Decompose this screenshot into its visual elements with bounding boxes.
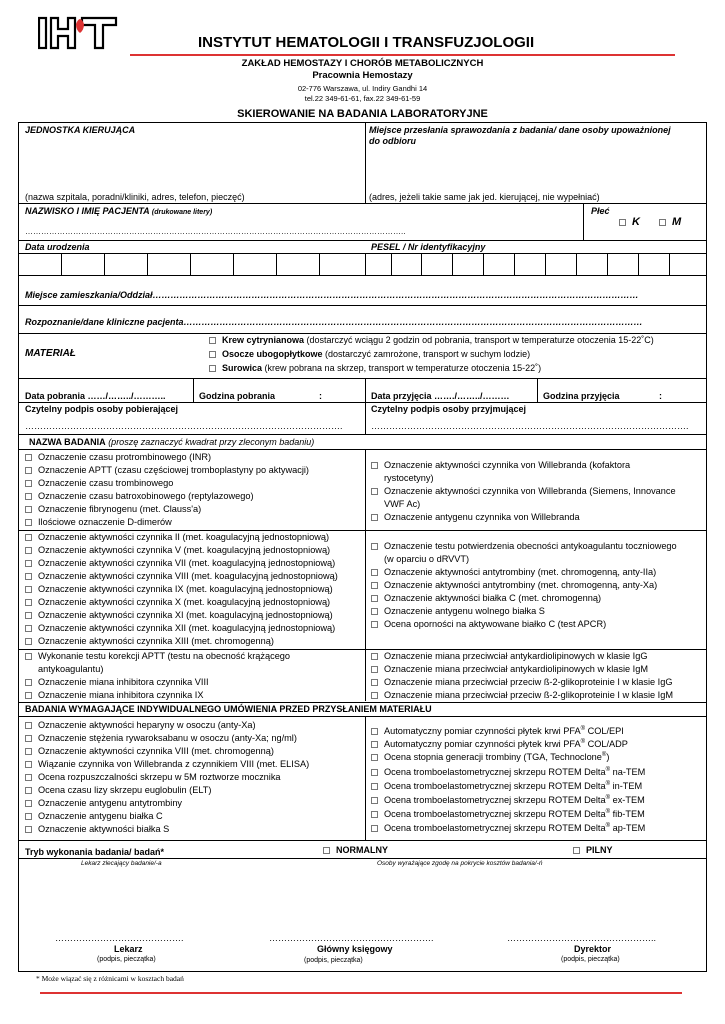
sex-m-checkbox[interactable] — [659, 219, 666, 226]
date-taken[interactable]: Data pobrania ……/……../……….. — [25, 391, 166, 401]
test-checkbox[interactable] — [371, 595, 378, 602]
test-checkbox[interactable] — [25, 586, 32, 593]
test-checkbox[interactable] — [371, 543, 378, 550]
test-checkbox[interactable] — [371, 728, 378, 735]
test-acl-igg: Oznaczenie miana przeciwciał antykardiolipinowych w klasie IgG — [384, 651, 648, 661]
address: 02-776 Warszawa, ul. Indiry Gandhi 14 — [297, 84, 428, 93]
test-aptt: Oznaczenie APTT (czasu częściowej tromboplastyny po aktywacji) — [38, 465, 309, 475]
patient-name-field[interactable]: …………………………………………………………………………………………………………………………….. — [25, 227, 406, 236]
test-checkbox[interactable] — [371, 692, 378, 699]
unit-hint: (nazwa szpitala, poradni/kliniki, adres, telefon, pieczęć) — [25, 192, 245, 202]
time-taken[interactable]: Godzina pobrania — [199, 391, 276, 401]
test-protein-c: Oznaczenie aktywności białka C (met. chromogenną) — [384, 593, 602, 603]
test-b2gpi-igg: Oznaczenie miana przeciwciał przeciw ß-2-glikoproteinie I w klasie IgG — [384, 677, 673, 687]
sex-k-checkbox[interactable] — [619, 219, 626, 226]
test-protein-s-activity: Oznaczenie aktywności białka S — [38, 824, 170, 834]
sex-m-label: M — [672, 216, 682, 228]
test-checkbox[interactable] — [371, 514, 378, 521]
form-title: SKIEROWANIE NA BADANIA LABORATORYJNE — [237, 108, 488, 120]
send-hint: (adres, jeżeli takie same jak jed. kierującej, nie wypełniać) — [369, 192, 600, 202]
test-acl-igm: Oznaczenie miana przeciwciał antykardiolipinowych w klasie IgM — [384, 664, 648, 674]
test-checkbox[interactable] — [25, 761, 32, 768]
test-checkbox[interactable] — [25, 573, 32, 580]
test-inhibitor-ix: Oznaczenie miana inhibitora czynnika IX — [38, 690, 204, 700]
test-checkbox[interactable] — [25, 813, 32, 820]
header-divider — [130, 54, 675, 56]
special-tests-header: BADANIA WYMAGAJĄCE INDYWIDUALNEGO UMÓWIENIA PRZED PRZYSŁANIEM MATERIAŁU — [25, 704, 432, 714]
test-batroxobin: Oznaczenie czasu batroxobinowego (reptylazowego) — [38, 491, 254, 501]
test-checkbox[interactable] — [371, 488, 378, 495]
test-checkbox[interactable] — [25, 735, 32, 742]
test-factor-x: Oznaczenie aktywności czynnika X (met. koagulacyjną jednostopniową) — [38, 597, 331, 607]
accountant-signature-field[interactable]: ………………………………………………. — [269, 933, 434, 943]
test-checkbox[interactable] — [25, 800, 32, 807]
time-received[interactable]: Godzina przyjęcia — [543, 391, 620, 401]
cost-hint: Osoby wyrażające zgodę na pokrycie kosztów badania/-ń — [377, 860, 543, 867]
test-checkbox[interactable] — [25, 638, 32, 645]
test-factor-viii: Oznaczenie aktywności czynnika VIII (met. koagulacyjną jednostopniową) — [38, 571, 338, 581]
test-checkbox[interactable] — [25, 560, 32, 567]
director-sign-hint: (podpis, pieczątka) — [561, 956, 620, 963]
test-vwf-rco-cont: rystocetyny) — [384, 473, 434, 483]
department: ZAKŁAD HEMOSTAZY I CHORÓB METABOLICZNYCH — [241, 58, 484, 69]
test-checkbox[interactable] — [25, 547, 32, 554]
taker-signature-label: Czytelny podpis osoby pobierającej — [25, 404, 179, 414]
mode-normal-checkbox[interactable] — [323, 847, 330, 854]
test-vwf-viii-binding: Wiązanie czynnika von Willebranda z czynnikiem VIII (met. ELISA) — [38, 759, 310, 769]
test-rotem-aptem: Ocena tromboelastometrycznej skrzepu ROTEM Delta — [384, 823, 606, 834]
material-plasma-checkbox[interactable] — [209, 351, 216, 358]
receiver-signature-field[interactable]: ……………………………………………………………………………………………. — [371, 421, 689, 431]
test-vwf-siemens: Oznaczenie aktywności czynnika von Willebranda (Siemens, Innovance — [384, 486, 676, 496]
test-rotem-natem: Ocena tromboelastometrycznej skrzepu ROTEM Delta — [384, 767, 606, 778]
accountant-label: Główny księgowy — [317, 944, 393, 954]
test-checkbox[interactable] — [371, 741, 378, 748]
test-b2gpi-igm: Oznaczenie miana przeciwciał przeciw ß-2-glikoproteinie I w klasie IgM — [384, 690, 674, 700]
test-checkbox[interactable] — [25, 534, 32, 541]
test-heparin: Oznaczenie aktywności heparyny w osoczu (anty-Xa) — [38, 720, 256, 730]
test-aptt-correction-cont: antykoagulantu) — [38, 664, 104, 674]
dob-label: Data urodzenia — [25, 242, 90, 252]
doctor-hint: Lekarz zlecający badanie/-a — [81, 860, 162, 867]
test-checkbox[interactable] — [25, 467, 32, 474]
mode-normal-label: NORMALNY — [336, 845, 388, 855]
patient-name-label: NAZWISKO I IMIĘ PACJENTA — [25, 206, 150, 216]
pesel-label: PESEL / Nr identyfikacyjny — [371, 242, 486, 252]
send-label: Miejsce przesłania sprawozdania z badania/ dane osoby upoważnionej — [369, 125, 671, 135]
accountant-sign-hint: (podpis, pieczątka) — [304, 957, 363, 964]
material-plasma-name: Osocze ubogopłytkowe — [222, 349, 323, 359]
test-checkbox[interactable] — [371, 783, 378, 790]
referral-form: JEDNOSTKA KIERUJĄCA (nazwa szpitala, poradni/kliniki, adres, telefon, pieczęć) Miejsce przesłania sprawozdania z badania/ dane osoby upoważnionej do odbioru (adres, jeżeli takie same jak jed. kierującej, nie wypełniać) NAZWISKO I IMIĘ PACJENTA (drukowane litery) …………………………………………………………………………………………………………………………….. Płeć K M Data urodzenia PESEL / Nr identyfikacyjny Miejsce zamieszkania/Oddział……………………………………………………………………………………………………………………………………………… Rozpoznanie/dane kliniczne pacjenta……………………………………………………………………………………………………………………………………… MATERIAŁ Krew cytrynianowa (dostarczyć wciągu 2 godzin od pobrania, transport w temperaturze otoczenia 15-22˚C) Osocze ubogopłytkowe (dostarczyć zamrożone, transport w suchym lodzie) Surowica (krew pobrana na skrzep, transport w temperaturze otoczenia 15-22˚) Data pobrania ……/……../……….. Godzina pobrania : Data przyjęcia ……./……../……… Godzina przyjęcia : Czytelny podpis osoby pobierającej Czytelny podpis osoby przyjmującej ……………………………………………………………………………………………. ……………………………………………………………………………………………. NAZWA BADANIA (proszę zaznaczyć kwadrat przy zleconym badaniu) Oznaczenie czasu protrombinowego (INR) Oznaczenie APTT (czasu częściowej tromboplastyny po aktywacji) Oznaczenie czasu trombinowego Oznaczenie czasu batroxobinowego (reptylazowego) Oznaczenie fibrynogenu (met. Clauss'a) Ilościowe oznaczenie D-dimerów Oznaczenie aktywności czynnika von Willebranda (kofaktora rystocetyny) Oznaczenie aktywności czynnika von Willebranda (Siemens, Innovance VWF Ac) Oznaczenie antygenu czynnika von Willebranda Oznaczenie aktywności czynnika II (met. koagulacyjną jednostopniową) Oznaczenie aktywności czynnika V (met. koagulacyjną jednostopniową) Oznaczenie aktywności czynnika VII (met. koagulacyjną jednostopniową) Oznaczenie aktywności czynnika VIII (met. koagulacyjną jednostopniową) Oznaczenie aktywności czynnika IX (met. koagulacyjną jednostopniową) Oznaczenie aktywności czynnika X (met. koagulacyjną jednostopniową) Oznaczenie aktywności czynnika XI (met. koagulacyjną jednostopniową) Oznaczenie aktywności czynnika XII (met. koagulacyjną jednostopniową) Oznaczenie aktywności czynnika XIII (met. chromogenną) Oznaczenie testu potwierdzenia obecności antykoagulantu toczniowego (w oparciu o dRVVT) Oznaczenie aktywności antytrombiny (met. chromogenną, anty-IIa) Oznaczenie aktywności antytrombiny (met. chromogenną, anty-Xa) Oznaczenie aktywności białka C (met. chromogenną) Oznaczenie antygenu wolnego białka S Ocena oporności na aktywowane białko C (test APCR) Wykonanie testu korekcji APTT (testu na obecność krążącego antykoagulantu) Oznaczenie miana inhibitora czynnika VIII Oznaczenie miana inhibitora czynnika IX Oznaczenie miana przeciwciał antykardiolipinowych w klasie IgG Oznaczenie miana przeciwciał antykardiolipinowych w klasie IgM Oznaczenie miana przeciwciał przeciw ß-2-glikoproteinie I w klasie IgG Oznaczenie miana przeciwciał przeciw ß-2-glikoproteinie I w klasie IgM BADANIA WYMAGAJĄCE INDYWIDUALNEGO UMÓWIENIA PRZED PRZYSŁANIEM MATERIAŁU Oznaczenie aktywności heparyny w osoczu (anty-Xa) Oznaczenie stężenia rywaroksabanu w osoczu (anty-Xa; ng/ml) Oznaczenie aktywności czynnika VIII (met. chromogenną) Wiązanie czynnika von Willebranda z czynnikiem VIII (met. ELISA) Ocena rozpuszczalności skrzepu w 5M roztworze mocznika Ocena czasu lizy skrzepu euglobulin (ELT) Oznaczenie antygenu antytrombiny Oznaczenie antygenu białka C Oznaczenie aktywności białka S Automatyczny pomiar czynności płytek krwi PFA® COL/EPI Automatyczny pomiar czynności płytek krwi PFA® COL/ADP Ocena stopnia generacji trombiny (TGA, Technoclone®) Ocena tromboelastometrycznej skrzepu ROTEM Delta® na-TEM Ocena tromboelastometrycznej skrzepu ROTEM Delta® in-TEM Ocena tromboelastometrycznej skrzepu ROTEM Delta® ex-TEM Ocena tromboelastometrycznej skrzepu ROTEM Delta® fib-TEM Ocena tromboelastometrycznej skrzepu ROTEM Delta® ap-TEM Tryb wykonania badania/ badań* NORMALNY PILNY Lekarz zlecający badanie/-a Osoby wyrażające zgodę na pokrycie kosztów badania/-ń ……………………………………. ………………………………………………. ………………………………………….. Lekarz Główny księgowy Dyrektor (podpis, pieczątka) (podpis, pieczątka) (podpis, pieczątka) — [18, 122, 707, 972]
test-d-dimer: Ilościowe oznaczenie D-dimerów — [38, 517, 172, 527]
test-checkbox[interactable] — [371, 769, 378, 776]
test-checkbox[interactable] — [25, 692, 32, 699]
mode-label: Tryb wykonania badania/ badań* — [25, 847, 165, 857]
material-citrate-checkbox[interactable] — [209, 337, 216, 344]
patient-name-hint: (drukowane litery) — [151, 209, 213, 216]
institute-title: INSTYTUT HEMATOLOGII I TRANSFUZJOLOGII — [198, 34, 535, 51]
test-viii-chromogenic: Oznaczenie aktywności czynnika VIII (met. chromogenną) — [38, 746, 274, 756]
test-checkbox[interactable] — [25, 480, 32, 487]
test-checkbox[interactable] — [25, 774, 32, 781]
test-checkbox[interactable] — [371, 666, 378, 673]
test-vwf-antigen: Oznaczenie antygenu czynnika von Willebranda — [384, 512, 580, 522]
test-rotem-fibtem: Ocena tromboelastometrycznej skrzepu ROTEM Delta — [384, 809, 606, 820]
test-checkbox[interactable] — [25, 787, 32, 794]
test-free-protein-s: Oznaczenie antygenu wolnego białka S — [384, 606, 545, 616]
test-pfa-col-epi: Automatyczny pomiar czynności płytek krwi PFA — [384, 726, 581, 737]
test-tga: Ocena stopnia generacji trombiny (TGA, Technoclone — [384, 752, 602, 763]
test-checkbox[interactable] — [25, 625, 32, 632]
test-factor-xii: Oznaczenie aktywności czynnika XII (met. koagulacyjną jednostopniową) — [38, 623, 336, 633]
sex-k-label: K — [632, 216, 640, 228]
test-fibrinogen: Oznaczenie fibrynogenu (met. Clauss'a) — [38, 504, 202, 514]
phone: tel.22 349-61-61, fax.22 349-61-59 — [304, 94, 421, 103]
unit-label: JEDNOSTKA KIERUJĄCA — [25, 125, 136, 135]
material-serum-desc: (krew pobrana na skrzep, transport w temperaturze otoczenia 15-22˚) — [264, 363, 542, 373]
test-at-iia: Oznaczenie aktywności antytrombiny (met. chromogenną, anty-IIa) — [384, 567, 657, 577]
test-factor-ii: Oznaczenie aktywności czynnika II (met. koagulacyjną jednostopniową) — [38, 532, 330, 542]
material-citrate-desc: (dostarczyć wciągu 2 godzin od pobrania, transport w temperaturze otoczenia 15-22˚C) — [306, 335, 654, 345]
test-checkbox[interactable] — [25, 493, 32, 500]
test-checkbox[interactable] — [371, 582, 378, 589]
diagnosis-field[interactable]: Rozpoznanie/dane kliniczne pacjenta……………………………………………………………………………………………………………………………………… — [25, 317, 643, 327]
test-rotem-extem: Ocena tromboelastometrycznej skrzepu ROTEM Delta — [384, 795, 606, 806]
tests-header-hint: (proszę zaznaczyć kwadrat przy zleconym badaniu) — [108, 437, 315, 447]
test-at-antigen: Oznaczenie antygenu antytrombiny — [38, 798, 183, 808]
test-checkbox[interactable] — [25, 612, 32, 619]
test-protein-c-antigen: Oznaczenie antygenu białka C — [38, 811, 163, 821]
test-checkbox[interactable] — [371, 462, 378, 469]
material-plasma-desc: (dostarczyć zamrożone, transport w suchym lodzie) — [325, 349, 531, 359]
doctor-signature-field[interactable]: ……………………………………. — [55, 933, 184, 943]
test-factor-vii: Oznaczenie aktywności czynnika VII (met. koagulacyjną jednostopniową) — [38, 558, 336, 568]
time-received-colon: : — [659, 391, 662, 401]
id-boxes[interactable] — [19, 253, 706, 275]
send-label-2: do odbioru — [369, 136, 416, 146]
test-at-xa: Oznaczenie aktywności antytrombiny (met. chromogenną, anty-Xa) — [384, 580, 658, 590]
test-factor-v: Oznaczenie aktywności czynnika V (met. koagulacyjną jednostopniową) — [38, 545, 331, 555]
material-serum-name: Surowica — [222, 363, 263, 373]
footer-divider — [40, 992, 682, 994]
test-checkbox[interactable] — [371, 653, 378, 660]
iht-logo — [38, 14, 120, 52]
test-checkbox[interactable] — [25, 506, 32, 513]
footnote: * Może wiązać się z różnicami w kosztach badań — [36, 974, 184, 983]
lab-name: Pracownia Hemostazy — [312, 70, 413, 81]
material-serum-checkbox[interactable] — [209, 365, 216, 372]
test-factor-xi: Oznaczenie aktywności czynnika XI (met. koagulacyjną jednostopniową) — [38, 610, 333, 620]
test-lupus-cont: (w oparciu o dRVVT) — [384, 554, 470, 564]
test-pfa-col-adp: Automatyczny pomiar czynności płytek krwi PFA — [384, 739, 581, 750]
sex-label: Płeć — [591, 206, 610, 216]
director-label: Dyrektor — [574, 944, 612, 954]
material-citrate-name: Krew cytrynianowa — [222, 335, 305, 345]
material-label: MATERIAŁ — [25, 348, 76, 359]
test-checkbox[interactable] — [371, 754, 378, 761]
test-rotem-intem: Ocena tromboelastometrycznej skrzepu ROTEM Delta — [384, 781, 606, 792]
test-checkbox[interactable] — [371, 679, 378, 686]
test-checkbox[interactable] — [371, 608, 378, 615]
test-vwf-siemens-cont: VWF Ac) — [384, 499, 421, 509]
residence-field[interactable]: Miejsce zamieszkania/Oddział……………………………………………………………………………………………………………………………………………… — [25, 290, 639, 300]
test-factor-ix: Oznaczenie aktywności czynnika IX (met. koagulacyjną jednostopniową) — [38, 584, 333, 594]
test-checkbox[interactable] — [371, 621, 378, 628]
test-clot-solubility: Ocena rozpuszczalności skrzepu w 5M roztworze mocznika — [38, 772, 281, 782]
test-factor-xiii: Oznaczenie aktywności czynnika XIII (met. chromogenną) — [38, 636, 274, 646]
test-inhibitor-viii: Oznaczenie miana inhibitora czynnika VIII — [38, 677, 209, 687]
test-checkbox[interactable] — [371, 797, 378, 804]
test-vwf-rco: Oznaczenie aktywności czynnika von Willebranda (kofaktora — [384, 460, 631, 470]
test-aptt-correction: Wykonanie testu korekcji APTT (testu na obecność krążącego — [38, 651, 291, 661]
test-checkbox[interactable] — [25, 454, 32, 461]
taker-signature-field[interactable]: ……………………………………………………………………………………………. — [25, 421, 343, 431]
test-checkbox[interactable] — [371, 811, 378, 818]
test-checkbox[interactable] — [371, 825, 378, 832]
test-apcr: Ocena oporności na aktywowane białko C (test APCR) — [384, 619, 607, 629]
logo-text: IHiT — [78, 50, 80, 51]
time-taken-colon: : — [319, 391, 322, 401]
test-checkbox[interactable] — [25, 826, 32, 833]
test-checkbox[interactable] — [25, 599, 32, 606]
test-lupus: Oznaczenie testu potwierdzenia obecności antykoagulantu toczniowego — [384, 541, 677, 551]
test-inr: Oznaczenie czasu protrombinowego (INR) — [38, 452, 212, 462]
test-rivaroxaban: Oznaczenie stężenia rywaroksabanu w osoczu (anty-Xa; ng/ml) — [38, 733, 297, 743]
test-elt: Ocena czasu lizy skrzepu euglobulin (ELT) — [38, 785, 212, 795]
test-checkbox[interactable] — [25, 653, 32, 660]
test-checkbox[interactable] — [371, 569, 378, 576]
tests-header-label: NAZWA BADANIA — [29, 437, 106, 447]
receiver-signature-label: Czytelny podpis osoby przyjmującej — [371, 404, 527, 414]
test-checkbox[interactable] — [25, 748, 32, 755]
test-checkbox[interactable] — [25, 519, 32, 526]
doctor-label: Lekarz — [114, 944, 143, 954]
doctor-sign-hint: (podpis, pieczątka) — [97, 956, 156, 963]
director-signature-field[interactable]: ………………………………………….. — [507, 933, 657, 943]
mode-urgent-label: PILNY — [586, 845, 613, 855]
test-checkbox[interactable] — [25, 722, 32, 729]
mode-urgent-checkbox[interactable] — [573, 847, 580, 854]
date-received[interactable]: Data przyjęcia ……./……../……… — [371, 391, 510, 401]
test-thrombin-time: Oznaczenie czasu trombinowego — [38, 478, 174, 488]
test-checkbox[interactable] — [25, 679, 32, 686]
